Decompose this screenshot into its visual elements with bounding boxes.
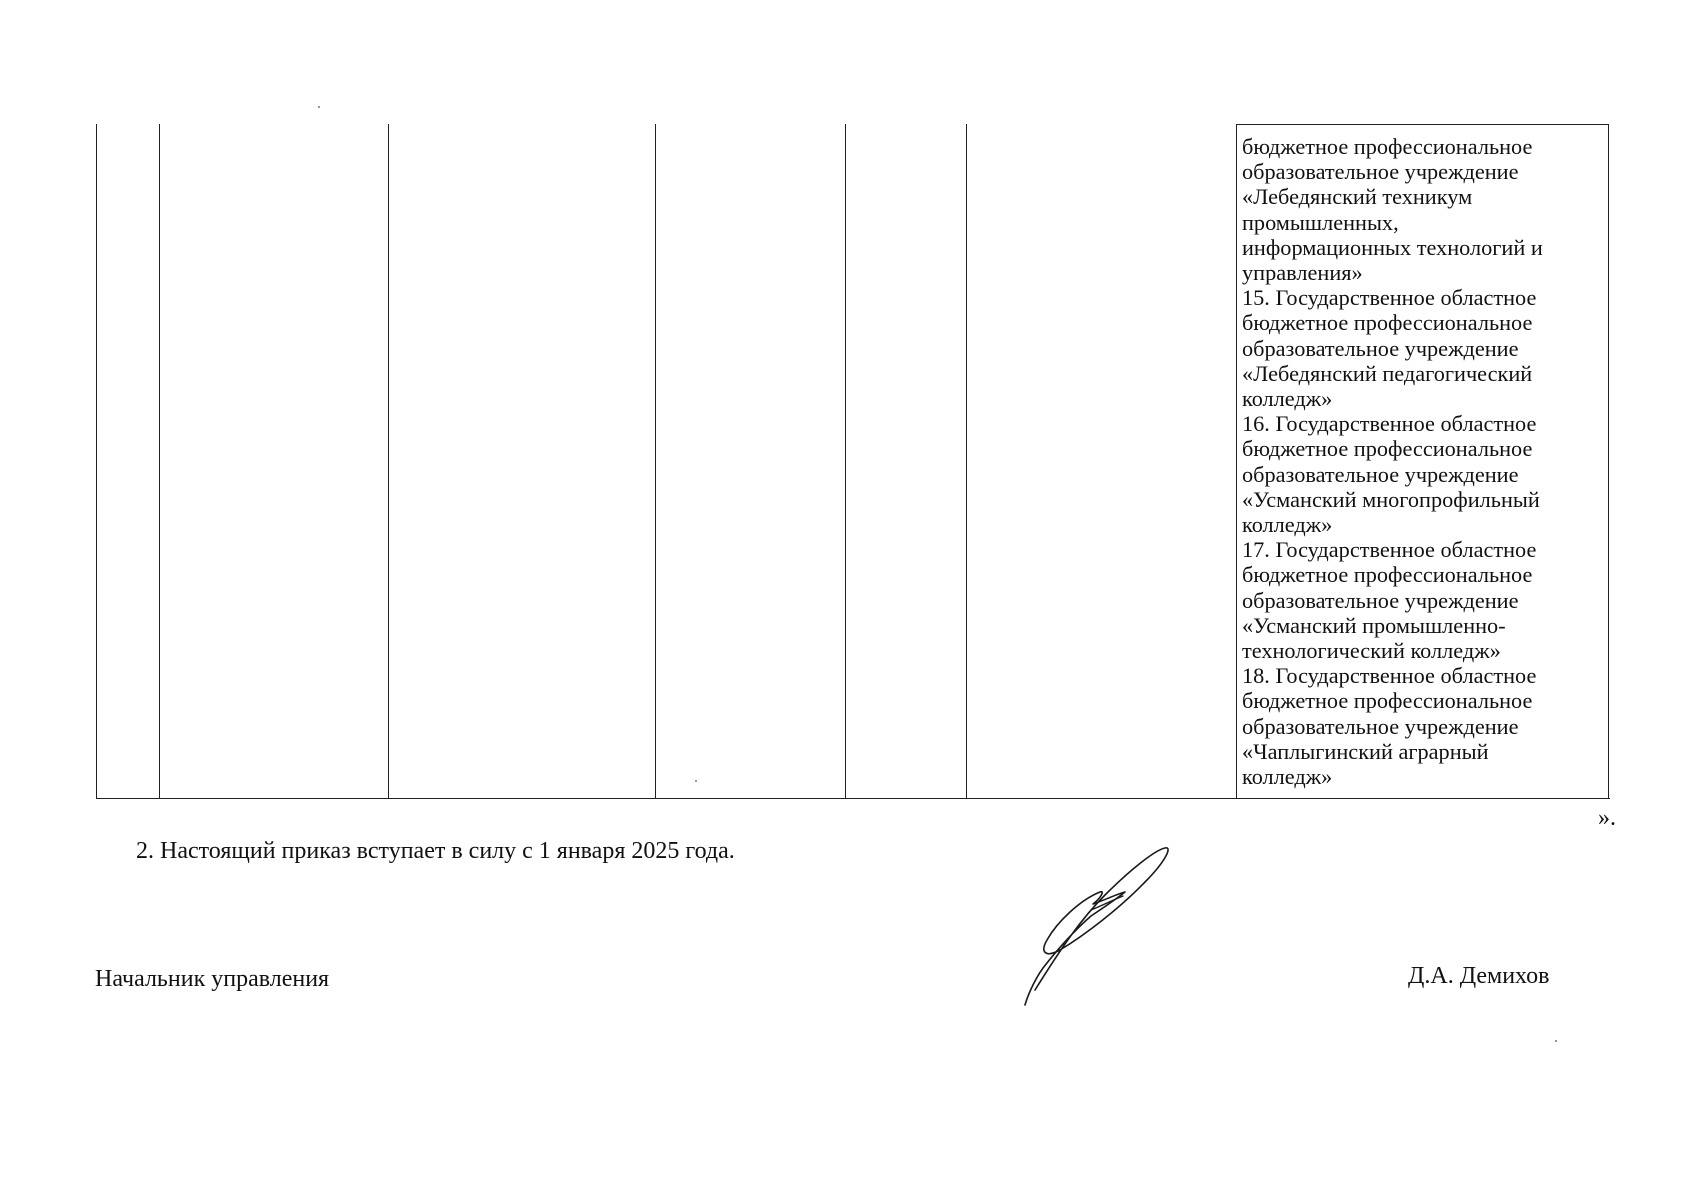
institutions-cell-line: промышленных,	[1242, 209, 1399, 235]
institutions-cell-line: колледж»	[1242, 764, 1333, 790]
institutions-cell-line: «Чаплыгинский аграрный	[1242, 738, 1489, 764]
institutions-cell-line: 18. Государственное областное	[1242, 663, 1537, 689]
institutions-cell-line: бюджетное профессиональное	[1242, 688, 1533, 714]
table-border-left	[96, 124, 97, 798]
table-column-divider	[159, 124, 160, 798]
closing-quote: ».	[1598, 805, 1616, 831]
institutions-cell-line: управления»	[1242, 260, 1363, 286]
scan-speck	[1555, 1040, 1557, 1042]
institutions-cell-text	[1242, 134, 1604, 789]
table-column-divider	[845, 124, 846, 798]
institutions-cell-line: образовательное учреждение	[1242, 587, 1519, 613]
table-column-divider	[388, 124, 389, 798]
signature-mark	[1005, 840, 1185, 1010]
scan-speck	[695, 780, 697, 782]
institutions-cell-line: «Лебедянский техникум	[1242, 184, 1473, 210]
institutions-cell-line: образовательное учреждение	[1242, 713, 1519, 739]
institutions-cell-line: бюджетное профессиональное	[1242, 436, 1533, 462]
scan-speck	[318, 106, 320, 108]
clause-2-text: 2. Настоящий приказ вступает в силу с 1 января 2025 года.	[136, 838, 735, 864]
institutions-cell-line: бюджетное профессиональное	[1242, 562, 1533, 588]
table-column-divider	[655, 124, 656, 798]
institutions-cell-line: технологический колледж»	[1242, 638, 1501, 664]
institutions-cell-line: колледж»	[1242, 512, 1333, 538]
institutions-cell-line: «Усманский промышленно-	[1242, 612, 1506, 638]
institutions-cell-line: информационных технологий и	[1242, 234, 1543, 260]
institutions-cell-line: образовательное учреждение	[1242, 159, 1519, 185]
institutions-cell-line: образовательное учреждение	[1242, 335, 1519, 361]
table-column-divider	[966, 124, 967, 798]
institutions-cell-line: 15. Государственное областное	[1242, 285, 1537, 311]
institutions-cell-line: «Лебедянский педагогический	[1242, 360, 1533, 386]
signatory-name: Д.А. Демихов	[1408, 963, 1550, 989]
institutions-cell-line: бюджетное профессиональное	[1242, 310, 1533, 336]
institutions-cell-line: бюджетное профессиональное	[1242, 134, 1533, 159]
table-fragment	[96, 124, 1610, 799]
institutions-cell-line: образовательное учреждение	[1242, 461, 1519, 487]
institutions-cell-line: колледж»	[1242, 386, 1333, 412]
institutions-cell-line: 17. Государственное областное	[1242, 537, 1537, 563]
institutions-cell-line: 16. Государственное областное	[1242, 411, 1537, 437]
signatory-title: Начальник управления	[95, 966, 330, 992]
institutions-cell-line: «Усманский многопрофильный	[1242, 486, 1540, 512]
